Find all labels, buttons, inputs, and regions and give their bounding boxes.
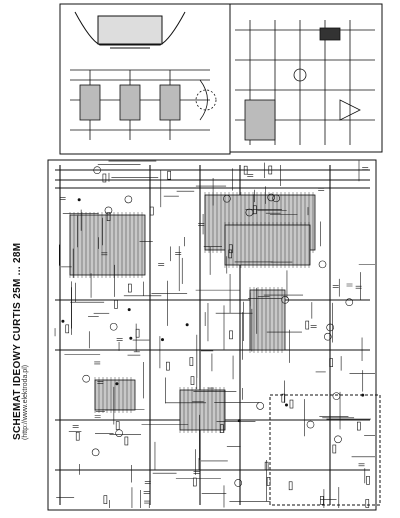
resistor xyxy=(357,422,360,430)
schematic-title: SCHEMAT IDEOWY CURTIS 25M ... 28M xyxy=(12,242,23,440)
transistor xyxy=(110,323,117,330)
capacitor xyxy=(193,471,199,473)
transistor xyxy=(92,449,99,456)
transistor xyxy=(125,196,132,203)
junction-dot xyxy=(285,404,287,406)
capacitor xyxy=(175,252,181,254)
resistor xyxy=(114,300,117,308)
resistor xyxy=(333,445,336,453)
resistor xyxy=(125,437,128,445)
capacitor xyxy=(158,264,164,266)
resistor xyxy=(128,284,131,292)
junction-dot xyxy=(362,394,364,396)
resistor xyxy=(366,499,369,507)
transistor xyxy=(319,261,326,268)
deflection-coil xyxy=(75,12,185,48)
junction-dot xyxy=(78,199,80,201)
resistor xyxy=(76,432,79,440)
junction-dot xyxy=(128,308,130,310)
resistor xyxy=(66,325,69,333)
capacitor xyxy=(362,168,368,170)
resistor xyxy=(136,329,139,337)
resistor xyxy=(150,207,153,215)
junction-dot xyxy=(161,338,163,340)
capacitor xyxy=(247,174,253,176)
transistor xyxy=(335,436,342,443)
junction-dot xyxy=(62,320,64,322)
capacitor xyxy=(144,492,150,494)
resistor xyxy=(289,482,292,490)
capacitor xyxy=(134,350,140,352)
resistor xyxy=(366,476,369,484)
capacitor xyxy=(208,388,214,390)
resistor xyxy=(230,331,233,339)
resistor xyxy=(193,478,196,486)
transistor xyxy=(235,479,242,486)
ic-blocks xyxy=(70,192,315,433)
capacitor xyxy=(318,188,324,190)
top-right-circuit xyxy=(235,20,375,145)
resistor xyxy=(306,321,309,329)
capacitor xyxy=(347,284,353,286)
transistor xyxy=(333,393,340,400)
capacitor xyxy=(311,325,317,327)
capacitor xyxy=(94,362,100,364)
capacitor xyxy=(73,426,79,428)
top-left-circuit xyxy=(70,70,216,140)
transistor xyxy=(257,402,264,409)
ic-chip xyxy=(225,225,310,265)
ic-chip xyxy=(250,290,285,350)
junction-dot xyxy=(116,383,118,385)
junction-dot xyxy=(130,337,132,339)
capacitor xyxy=(144,501,150,503)
resistor xyxy=(290,400,293,408)
resistor xyxy=(104,496,107,504)
resistor xyxy=(168,171,171,179)
junction-dot xyxy=(186,324,188,326)
ic-chip xyxy=(180,390,225,430)
capacitor xyxy=(359,464,365,466)
transistor xyxy=(116,430,123,437)
resistor xyxy=(320,496,323,504)
resistor xyxy=(265,462,268,470)
capacitor xyxy=(333,286,339,288)
section-bottom-right xyxy=(270,395,380,505)
resistor xyxy=(166,362,169,370)
resistor xyxy=(116,422,119,430)
transistor xyxy=(307,421,314,428)
resistor xyxy=(103,174,106,182)
capacitor xyxy=(117,338,123,340)
capacitor xyxy=(95,415,101,417)
transistor xyxy=(83,375,90,382)
resistor xyxy=(190,358,193,366)
resistor xyxy=(191,377,194,385)
schematic-subtitle: (http://www.elektroda.pl) xyxy=(22,364,29,440)
